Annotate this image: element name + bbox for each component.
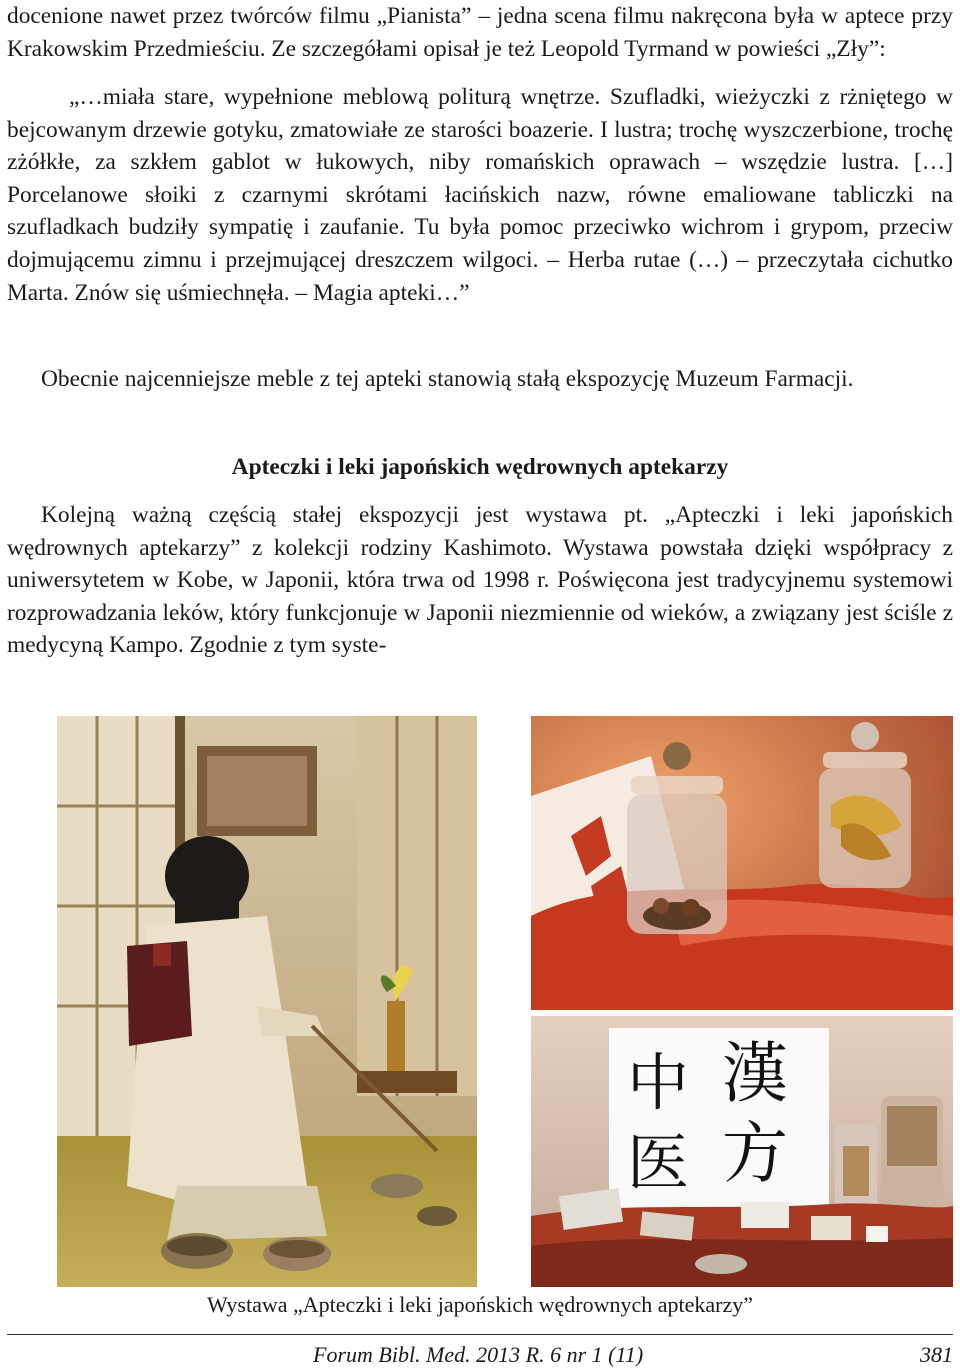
quote-paragraph: „…miała stare, wypełnione meblową politurą wnętrze. Szufladki, wieżyczki z rżniętego w bejcowanym drzewie gotyku, zmatowiałe ze starości boazerie. I lustra; trochę wyszczerbione, trochę zżółkłe, za szkłem gablot w łukowych, niby romańskich oprawach – wszędzie lustra. […] Porcelanowe słoiki z czarnymi skrótami łacińskich nazw, równe emaliowane tabliczki na szufladkach budziły sympatię i zaufanie. Tu była pomoc przeciwko wichrom i grypom, przeciw dojmującemu zimnu i przejmującej dreszczem wilgoci. – Herba rutae (…) – przeczytała cichutko Marta. Znów się uśmiechnęła. – Magia apteki…” xyxy=(7,84,953,306)
figure-caption: Wystawa „Apteczki i leki japońskich wędrownych aptekarzy” xyxy=(206,1292,753,1317)
journal-citation: Forum Bibl. Med. 2013 R. 6 nr 1 (11) xyxy=(313,1342,644,1367)
photo-tea-ceremony xyxy=(57,716,477,1287)
photo-kampo-sign xyxy=(531,1016,953,1287)
sign-character: 方 xyxy=(722,1115,788,1192)
body-paragraph-2: Obecnie najcenniejsze meble z tej apteki stanowią stałą ekspozycję Muzeum Farmacji. xyxy=(41,366,854,392)
sign-character: 中 xyxy=(626,1046,690,1119)
footer-divider xyxy=(7,1334,953,1335)
photo-medicine-jars xyxy=(531,716,953,1010)
body-paragraph-3: Kolejną ważną częścią stałej ekspozycji jest wystawa pt. „Apteczki i leki japońskich wędrownych aptekarzy” z kolekcji rodziny Kashimoto. Wystawa powstała dzięki współpracy z uniwersytetem w Kobe, w Japonii, która trwa od 1998 r. Poświęcona jest tradycyjnemu systemowi rozprowadzania leków, który funkcjonuje w Japonii niezmiennie od wieków, a związany jest ściśle z medycyną Kampo. Zgodnie z tym syste- xyxy=(7,502,953,659)
sign-character: 医 xyxy=(626,1126,690,1199)
page-number: 381 xyxy=(920,1342,953,1367)
sign-character: 漢 xyxy=(722,1035,788,1112)
section-heading: Apteczki i leki japońskich wędrownych aptekarzy xyxy=(231,454,729,480)
body-paragraph-1: docenione nawet przez twórców filmu „Pianista” – jedna scena filmu nakręcona była w aptece przy Krakowskim Przedmieściu. Ze szczegółami opisał je też Leopold Tyrmand w powieści „Zły”: xyxy=(7,3,953,62)
